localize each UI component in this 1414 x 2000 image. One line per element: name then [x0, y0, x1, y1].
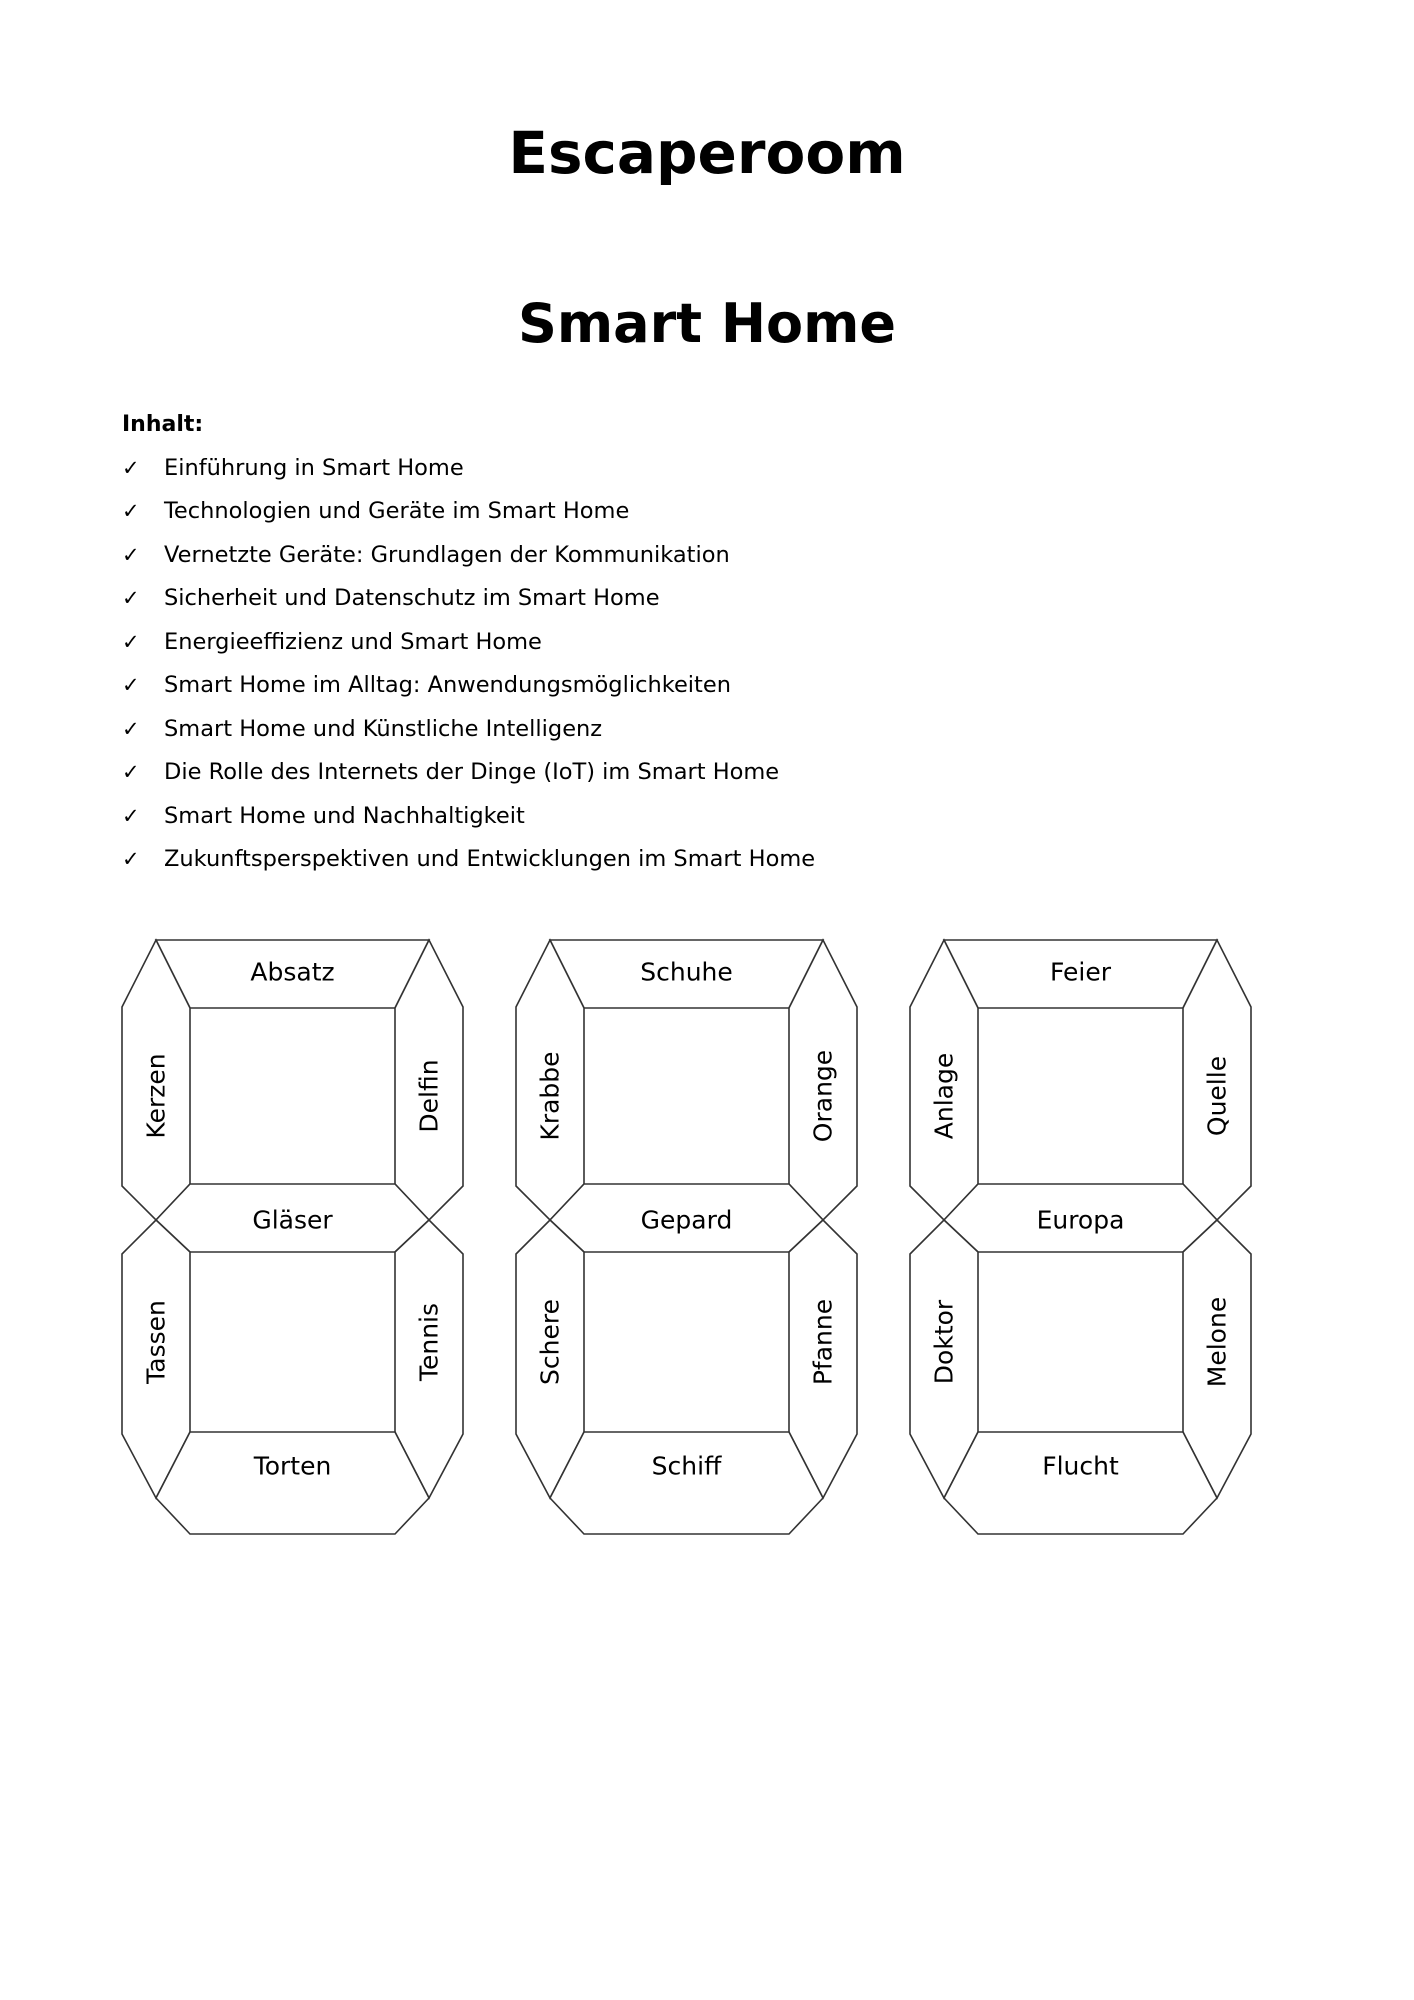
page-subtitle: Smart Home [517, 292, 897, 355]
checkmark-icon: ✓ [122, 586, 140, 611]
segment-label-lower-right: Tennis [414, 1302, 444, 1382]
checkmark-icon: ✓ [122, 803, 140, 828]
checkmark-icon: ✓ [122, 760, 140, 785]
segment-label-upper-left: Krabbe [535, 1051, 565, 1141]
segment-label-bottom: Flucht [1042, 1451, 1119, 1481]
checkmark-icon: ✓ [122, 455, 140, 480]
segment-label-middle: Europa [1036, 1205, 1125, 1235]
segment-label-upper-left: Kerzen [141, 1053, 171, 1139]
segment-label-upper-right: Quelle [1202, 1055, 1232, 1137]
segment-label-lower-left: Tassen [141, 1300, 171, 1384]
list-item-text: Smart Home und Künstliche Intelligenz [164, 715, 603, 742]
checkmark-icon: ✓ [122, 499, 140, 524]
list-item-text: Die Rolle des Internets der Dinge (IoT) im Smart Home [164, 759, 780, 786]
checkmark-icon: ✓ [122, 847, 140, 872]
segment-label-bottom: Schiff [651, 1451, 722, 1481]
checkmark-icon: ✓ [122, 542, 140, 567]
list-item-text: Energieeffizienz und Smart Home [164, 628, 542, 655]
segment-label-top: Feier [1050, 957, 1111, 987]
checkmark-icon: ✓ [122, 673, 140, 698]
segment-label-upper-right: Delfin [414, 1059, 444, 1133]
checkmark-icon: ✓ [122, 629, 140, 654]
segment-label-upper-right: Orange [808, 1049, 838, 1143]
segment-bottom [944, 1432, 1217, 1534]
segment-label-upper-left: Anlage [929, 1052, 959, 1140]
segment-bottom [156, 1432, 429, 1534]
list-item-text: Technologien und Geräte im Smart Home [164, 498, 630, 525]
list-item-text: Sicherheit und Datenschutz im Smart Home [164, 585, 660, 612]
segment-label-lower-left: Doktor [929, 1299, 959, 1385]
segment-label-middle: Gepard [640, 1205, 733, 1235]
page-title: Escaperoom [508, 119, 906, 187]
segment-label-lower-left: Schere [535, 1299, 565, 1385]
contents-label: Inhalt: [122, 412, 204, 437]
segment-label-top: Absatz [250, 957, 335, 987]
list-item-text: Smart Home und Nachhaltigkeit [164, 802, 525, 829]
list-item-text: Vernetzte Geräte: Grundlagen der Kommunikation [164, 541, 730, 568]
segment-label-bottom: Torten [253, 1451, 332, 1481]
segment-bottom [550, 1432, 823, 1534]
list-item-text: Zukunftsperspektiven und Entwicklungen im Smart Home [164, 846, 816, 873]
segment-label-lower-right: Pfanne [808, 1298, 838, 1386]
segment-label-lower-right: Melone [1202, 1296, 1232, 1388]
checkmark-icon: ✓ [122, 716, 140, 741]
segment-label-top: Schuhe [640, 957, 733, 987]
segment-label-middle: Gläser [252, 1205, 333, 1235]
list-item-text: Smart Home im Alltag: Anwendungsmöglichkeiten [164, 672, 731, 699]
list-item-text: Einführung in Smart Home [164, 454, 464, 481]
